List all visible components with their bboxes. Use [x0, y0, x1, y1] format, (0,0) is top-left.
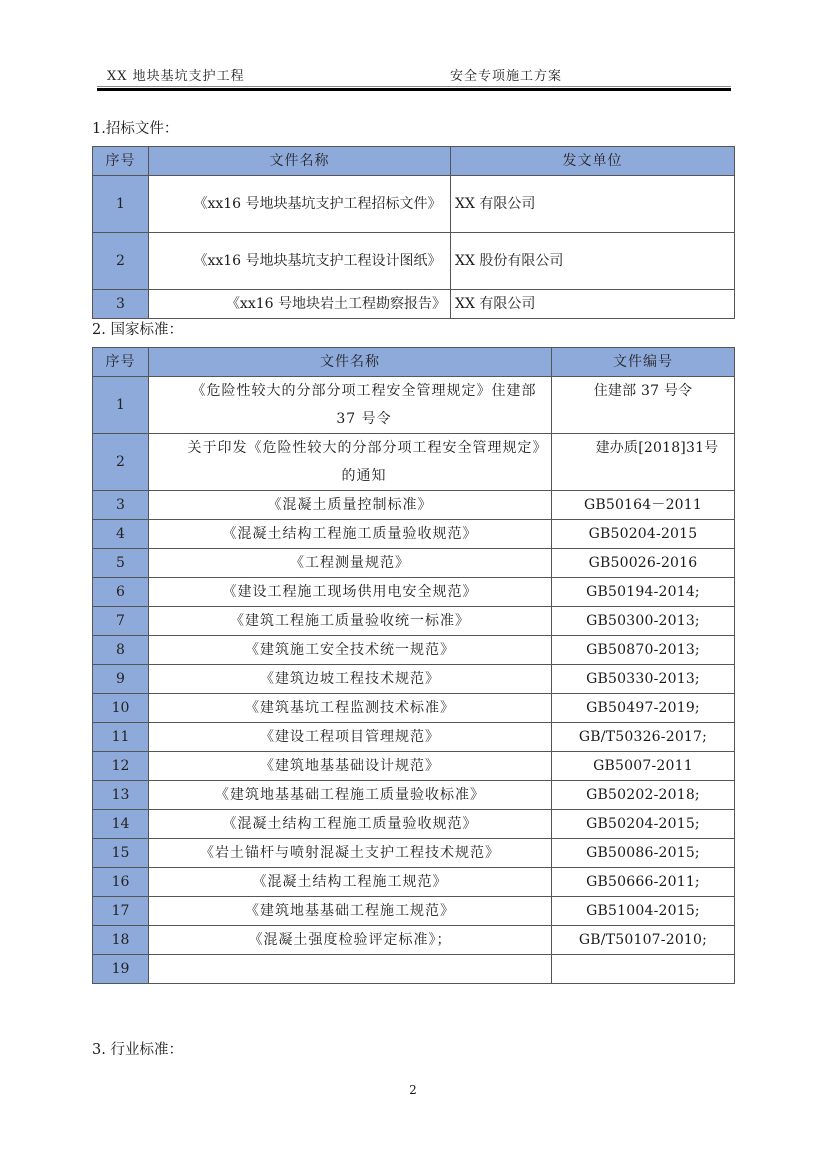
- table-header-row: [93, 147, 735, 176]
- standard-name: 《建设工程施工现场供用电安全规范》: [149, 578, 552, 607]
- row-number: 18: [93, 926, 149, 955]
- standard-code: GB50086-2015;: [552, 839, 735, 868]
- standard-code: GB50330-2013;: [552, 665, 735, 694]
- table-row: [93, 636, 735, 665]
- table-row: [93, 607, 735, 636]
- standard-name: 《工程测量规范》: [149, 549, 552, 578]
- standard-name: 《岩土锚杆与喷射混凝土支护工程技术规范》: [149, 839, 552, 868]
- document-name: 《xx16 号地块岩土工程勘察报告》: [149, 290, 451, 319]
- row-number: 14: [93, 810, 149, 839]
- column-header-no: 序号: [93, 348, 149, 377]
- row-number: 7: [93, 607, 149, 636]
- row-number: 4: [93, 520, 149, 549]
- tender-documents-table: [92, 146, 735, 319]
- standard-code: GB50204-2015;: [552, 810, 735, 839]
- row-number: 15: [93, 839, 149, 868]
- national-standards-table: [92, 347, 735, 984]
- row-number: 13: [93, 781, 149, 810]
- standard-code: GB50666-2011;: [552, 868, 735, 897]
- section-title-national-standards: 2. 国家标准：: [92, 322, 183, 338]
- header-project-title: XX 地块基坑支护工程: [107, 69, 245, 84]
- table-row: [93, 549, 735, 578]
- page-number: 2: [409, 1083, 417, 1097]
- table-row: [93, 781, 735, 810]
- standard-code: GB50870-2013;: [552, 636, 735, 665]
- standard-name: [149, 955, 552, 984]
- table-row: [93, 810, 735, 839]
- row-number: 3: [93, 290, 149, 319]
- standard-name: 《建筑施工安全技术统一规范》: [149, 636, 552, 665]
- table-row: [93, 926, 735, 955]
- standard-code: GB51004-2015;: [552, 897, 735, 926]
- row-number: 11: [93, 723, 149, 752]
- table-row: [93, 434, 735, 491]
- standard-code: GB50497-2019;: [552, 694, 735, 723]
- table-row: [93, 752, 735, 781]
- standard-code: GB50026-2016: [552, 549, 735, 578]
- table-row: [93, 233, 735, 290]
- table-row: [93, 665, 735, 694]
- issuing-unit: XX 有限公司: [451, 176, 735, 233]
- standard-code: GB50202-2018;: [552, 781, 735, 810]
- standard-name: 《混凝土结构工程施工质量验收规范》: [149, 810, 552, 839]
- row-number: 16: [93, 868, 149, 897]
- row-number: 3: [93, 491, 149, 520]
- standard-code: GB/T50326-2017;: [552, 723, 735, 752]
- standard-code: 建办质[2018]31号: [552, 434, 735, 491]
- table-row: [93, 520, 735, 549]
- table-header-row: [93, 348, 735, 377]
- standard-code: [552, 955, 735, 984]
- row-number: 1: [93, 377, 149, 434]
- document-name: 《xx16 号地块基坑支护工程设计图纸》: [149, 233, 451, 290]
- standard-code: GB50204-2015: [552, 520, 735, 549]
- row-number: 5: [93, 549, 149, 578]
- standard-name: 《混凝土质量控制标准》: [149, 491, 552, 520]
- row-number: 6: [93, 578, 149, 607]
- row-number: 9: [93, 665, 149, 694]
- standard-name: 《建筑基坑工程监测技术标准》: [149, 694, 552, 723]
- section-title-tender-documents: 1.招标文件：: [92, 121, 179, 137]
- standard-code: GB50300-2013;: [552, 607, 735, 636]
- standard-name: 《建筑地基基础工程施工质量验收标准》: [149, 781, 552, 810]
- table-row: [93, 839, 735, 868]
- table-row: [93, 377, 735, 434]
- header-rule-thin: [97, 86, 731, 87]
- table-row: [93, 723, 735, 752]
- section-title-industry-standards: 3. 行业标准：: [92, 1042, 183, 1058]
- page-header: [97, 62, 731, 92]
- standard-name: 关于印发《危险性较大的分部分项工程安全管理规定》的通知: [149, 434, 552, 491]
- document-name: 《xx16 号地块基坑支护工程招标文件》: [149, 176, 451, 233]
- row-number: 12: [93, 752, 149, 781]
- standard-name: 《危险性较大的分部分项工程安全管理规定》住建部 37 号令: [149, 377, 552, 434]
- standard-name: 《建筑地基基础设计规范》: [149, 752, 552, 781]
- table-row: [93, 955, 735, 984]
- standard-name: 《混凝土结构工程施工质量验收规范》: [149, 520, 552, 549]
- column-header-name: 文件名称: [149, 147, 451, 176]
- standard-name: 《混凝土结构工程施工规范》: [149, 868, 552, 897]
- table-row: [93, 290, 735, 319]
- standard-name: 《混凝土强度检验评定标准》；: [149, 926, 552, 955]
- header-document-title: 安全专项施工方案: [450, 69, 563, 84]
- header-rule-thick: [97, 88, 731, 91]
- column-header-name: 文件名称: [149, 348, 552, 377]
- row-number: 1: [93, 176, 149, 233]
- table-row: [93, 868, 735, 897]
- table-row: [93, 897, 735, 926]
- row-number: 2: [93, 233, 149, 290]
- standard-code: GB50164－2011: [552, 491, 735, 520]
- row-number: 17: [93, 897, 149, 926]
- standard-code: GB/T50107-2010;: [552, 926, 735, 955]
- row-number: 10: [93, 694, 149, 723]
- standard-name: 《建筑地基基础工程施工规范》: [149, 897, 552, 926]
- standard-name: 《建筑边坡工程技术规范》: [149, 665, 552, 694]
- row-number: 2: [93, 434, 149, 491]
- standard-name: 《建筑工程施工质量验收统一标准》: [149, 607, 552, 636]
- standard-code: 住建部 37 号令: [552, 377, 735, 434]
- issuing-unit: XX 有限公司: [451, 290, 735, 319]
- issuing-unit: XX 股份有限公司: [451, 233, 735, 290]
- column-header-no: 序号: [93, 147, 149, 176]
- table-row: [93, 694, 735, 723]
- column-header-code: 文件编号: [552, 348, 735, 377]
- table-row: [93, 176, 735, 233]
- table-row: [93, 578, 735, 607]
- standard-code: GB50194-2014;: [552, 578, 735, 607]
- table-row: [93, 491, 735, 520]
- row-number: 8: [93, 636, 149, 665]
- row-number: 19: [93, 955, 149, 984]
- standard-name: 《建设工程项目管理规范》: [149, 723, 552, 752]
- column-header-issuer: 发文单位: [451, 147, 735, 176]
- standard-code: GB5007-2011: [552, 752, 735, 781]
